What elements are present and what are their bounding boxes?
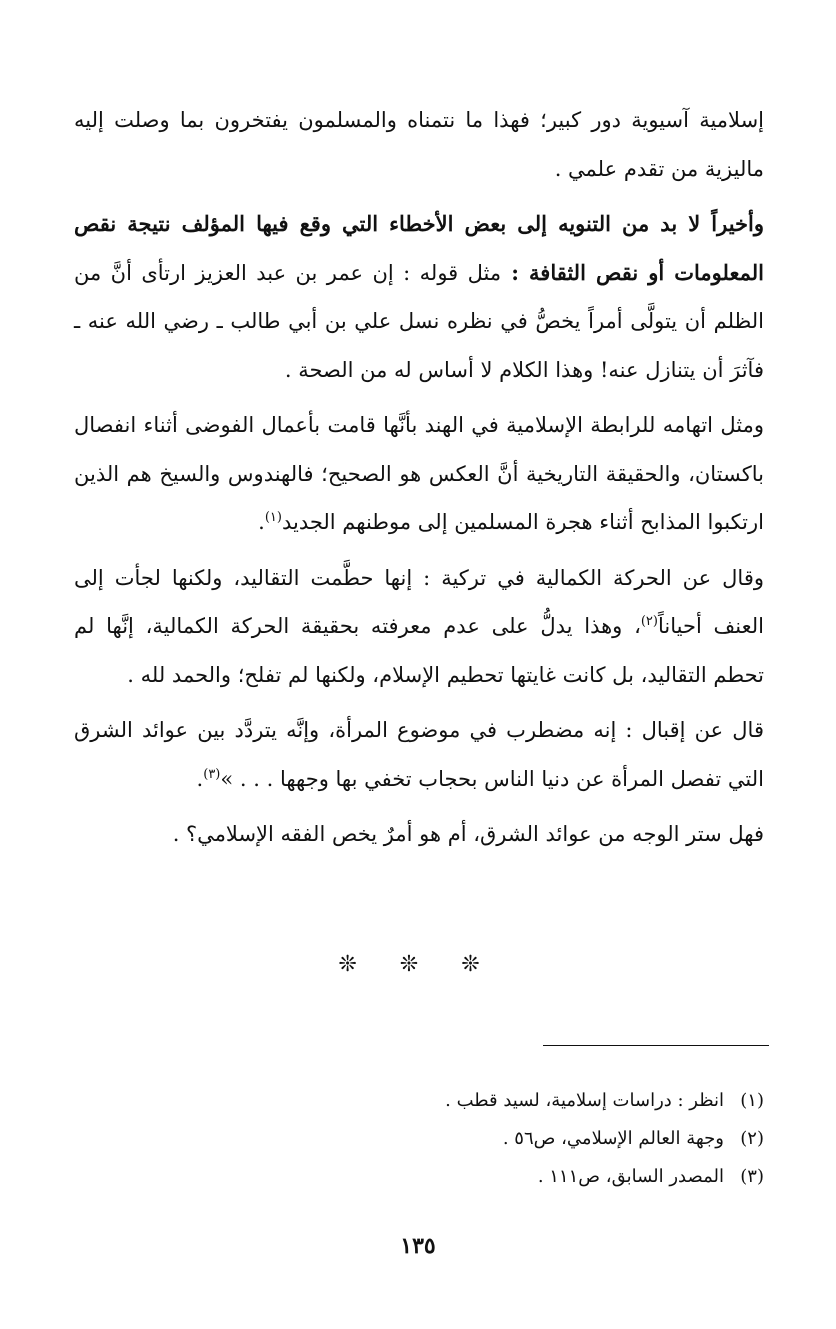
page-number: ١٣٥	[400, 1233, 436, 1259]
footnote-2	[74, 1120, 764, 1158]
footnote-text: المصدر السابق، ص١١١ .	[537, 1166, 724, 1187]
footnote-number: (٣)	[740, 1166, 764, 1187]
paragraph-2-lead: وأخيراً لا بد من التنويه إلى بعض الأخطاء التي وقع فيها المؤلف نتيجة نقص المعلومات أو نقص الثقافة :	[74, 211, 764, 285]
footnotes	[74, 1082, 764, 1196]
footnote-number: (٢)	[740, 1128, 764, 1149]
footnote-divider	[543, 1045, 769, 1046]
footnote-text: انظر : دراسات إسلامية، لسيد قطب .	[445, 1090, 724, 1111]
paragraph-3	[74, 401, 764, 547]
footnote-3	[74, 1158, 764, 1196]
paragraph-5	[74, 706, 764, 803]
paragraph-4-text: وقال عن الحركة الكمالية في تركية : إنها حطَّمت التقاليد، ولكنها لجأت إلى العنف أحياناً	[74, 565, 764, 638]
footnote-number: (١)	[740, 1090, 764, 1111]
footnote-1	[74, 1082, 764, 1120]
paragraph-4	[74, 554, 764, 700]
footnote-ref-2[interactable]: (٢)	[640, 614, 658, 629]
paragraph-4-end: ، وهذا يدلُّ على عدم معرفته بحقيقة الحركة الكمالية، إنَّها لم تحطم التقاليد، بل كانت غايتها تحطيم الإسلام، ولكنها لم تفلح؛ والحمد لله .	[74, 614, 764, 687]
footnote-ref-1[interactable]: (١)	[264, 510, 282, 525]
footnote-text: وجهة العالم الإسلامي، ص٥٦ .	[502, 1128, 724, 1149]
paragraph-5-end: .	[196, 766, 204, 791]
paragraph-2-text: مثل قوله : إن عمر بن عبد العزيز ارتأى أنَّ من الظلم أن يتولَّى أمراً يخصُّ في نظره نسل علي بن أبي طالب ـ رضي الله عنه ـ فآثرَ أن يتنازل عنه! وهذا الكلام لا أساس له من الصحة .	[74, 260, 764, 382]
paragraph-6-text: فهل ستر الوجه من عوائد الشرق، أم هو أمرٌ يخص الفقه الإسلامي؟ .	[172, 822, 764, 846]
paragraph-5-text: قال عن إقبال : إنه مضطرب في موضوع المرأة، وإنَّه يتردَّد بين عوائد الشرق التي تفصل المرأة عن دنيا الناس بحجاب تخفي بها وجهها . . . »	[74, 718, 764, 791]
footnote-ref-3[interactable]: (٣)	[203, 766, 221, 782]
paragraph-3-text: ومثل اتهامه للرابطة الإسلامية في الهند بأنَّها قامت بأعمال الفوضى أثناء انفصال باكستان، والحقيقة التاريخية أنَّ العكس هو الصحيح؛ فالهندوس والسيخ هم الذين ارتكبوا المذابح أثناء هجرة المسلمين إلى موطنهم الجديد	[74, 413, 764, 534]
paragraph-2	[74, 200, 764, 394]
paragraph-1-text: إسلامية آسيوية دور كبير؛ فهذا ما نتمناه والمسلمون يفتخرون بما وصلت إليه ماليزية من تقدم علمي .	[74, 108, 764, 181]
section-separator: ❊ ❊ ❊	[338, 952, 498, 977]
paragraph-3-end: .	[258, 510, 265, 534]
main-text	[74, 96, 764, 859]
paragraph-1	[74, 96, 764, 193]
paragraph-6	[74, 810, 764, 859]
